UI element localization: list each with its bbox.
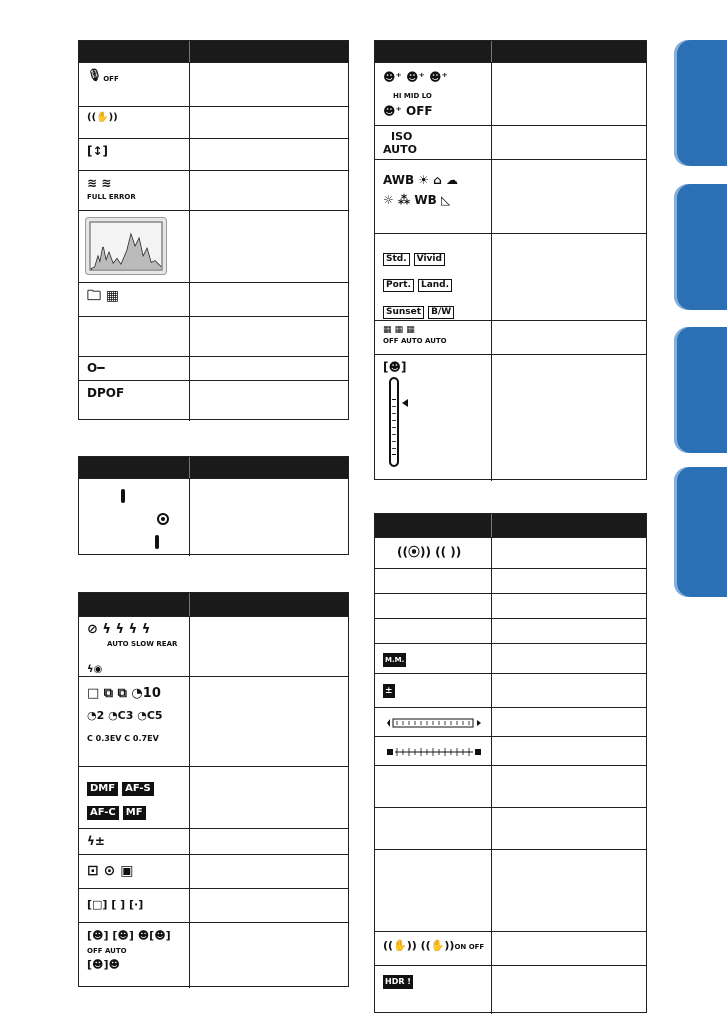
table-left-c — [78, 592, 349, 987]
table-row — [375, 568, 646, 593]
dro-auto-icon: ▦ ▦ ▦ OFF AUTO AUTO — [383, 325, 447, 345]
memory-full-icon: ≋ ≋ FULL ERROR — [87, 176, 136, 201]
table-left-a — [78, 40, 349, 420]
table-row — [375, 593, 646, 618]
exposure-comp-icon: ± — [385, 686, 393, 696]
record-dot-icon — [157, 513, 169, 525]
table-row — [375, 537, 646, 568]
table-row — [79, 106, 348, 138]
table-header — [375, 514, 646, 537]
orientation-icon: [↕] — [87, 144, 109, 158]
iso-auto-icon: ISO AUTO — [383, 130, 417, 157]
table-row — [79, 828, 348, 854]
table-row — [79, 676, 348, 766]
table-row — [375, 807, 646, 849]
table-row — [79, 138, 348, 170]
side-tab-4[interactable] — [674, 467, 727, 597]
table-header — [79, 457, 348, 478]
table-row — [79, 356, 348, 380]
table-right-b — [374, 513, 647, 1013]
table-header — [79, 593, 348, 616]
table-row — [79, 380, 348, 421]
dro-levels-icon: ☻⁺ ☻⁺ ☻⁺ HI MID LO ☻⁺ OFF — [383, 70, 448, 118]
smile-scale-icon — [389, 377, 399, 467]
table-row — [375, 931, 646, 965]
focus-area-icon: [□] [ ] [·] — [87, 898, 144, 911]
table-row — [375, 673, 646, 707]
table-row — [375, 849, 646, 931]
table-row — [79, 616, 348, 676]
table-row — [79, 282, 348, 316]
table-header — [79, 41, 348, 62]
table-right-a — [374, 40, 647, 480]
metering-icon: ⊡ ⊙ ▣ — [87, 863, 134, 879]
flash-compensation-icon: ϟ± — [87, 834, 105, 848]
table-row — [375, 736, 646, 765]
focus-modes-icon: DMF AF-S AF-C MF — [87, 775, 158, 823]
mic-off-icon: $🎙_{OFF}$ — [87, 68, 119, 83]
shutter-scale-icon — [385, 717, 483, 729]
side-tab-2[interactable] — [674, 184, 727, 310]
table-row — [375, 643, 646, 673]
level-bar-icon — [121, 489, 125, 503]
table-row — [79, 170, 348, 210]
protect-key-icon: O━ — [87, 361, 105, 375]
dpof-icon: DPOF — [87, 386, 125, 400]
steadyshot-icon: ((⦿)) (( )) — [397, 545, 462, 559]
flash-modes-icon: ⊘ ϟ ϟ ϟ ϟ AUTO SLOW REAR ϟ◉ — [87, 622, 178, 675]
table-row — [375, 354, 646, 481]
manual-mode-icon: M.M. — [383, 652, 410, 667]
smile-pointer-icon — [402, 399, 408, 407]
table-row — [375, 707, 646, 736]
level-bar-icon — [155, 535, 159, 549]
folder-calendar-icon: 🗀 ▦ — [87, 288, 120, 304]
side-tab-3[interactable] — [674, 327, 727, 453]
table-row — [375, 618, 646, 643]
table-row — [79, 316, 348, 356]
table-row — [79, 210, 348, 282]
table-row — [375, 125, 646, 159]
table-row — [375, 765, 646, 807]
table-row — [79, 62, 348, 106]
table-left-b — [78, 456, 349, 555]
face-detection-icon: [☻] [☻] ☻[☻] OFF AUTO [☻]☻ — [87, 929, 171, 971]
table-row — [375, 320, 646, 354]
shake-warning-icon: ((✋)) — [87, 112, 118, 123]
table-row — [79, 888, 348, 922]
creative-styles-icon: Std. Vivid Port. Land. Sunset B/W — [383, 244, 458, 323]
steadyshot-on-off-icon: ((✋)) ((✋))ON OFF — [383, 939, 485, 952]
side-tab-1[interactable] — [674, 40, 727, 166]
histogram-icon — [85, 217, 167, 275]
table-row — [79, 922, 348, 988]
table-header — [375, 41, 646, 62]
drive-modes-icon: □ ⧉ ⧉ ◔10 ◔2 ◔C3 ◔C5 C 0.3EV C 0.7EV — [87, 686, 163, 744]
table-row — [79, 478, 348, 556]
white-balance-icon: AWB ☀ ⌂ ☁ ☼ ⁂ WB ◺ — [383, 173, 459, 208]
table-row — [79, 766, 348, 828]
table-row — [375, 965, 646, 1014]
aperture-scale-icon — [385, 746, 483, 758]
table-row — [375, 233, 646, 320]
table-row — [375, 62, 646, 125]
table-row — [79, 854, 348, 888]
smile-shutter-icon: [☻] — [383, 360, 407, 374]
hdr-warning-icon: HDR ! — [383, 974, 417, 989]
table-row — [375, 159, 646, 233]
